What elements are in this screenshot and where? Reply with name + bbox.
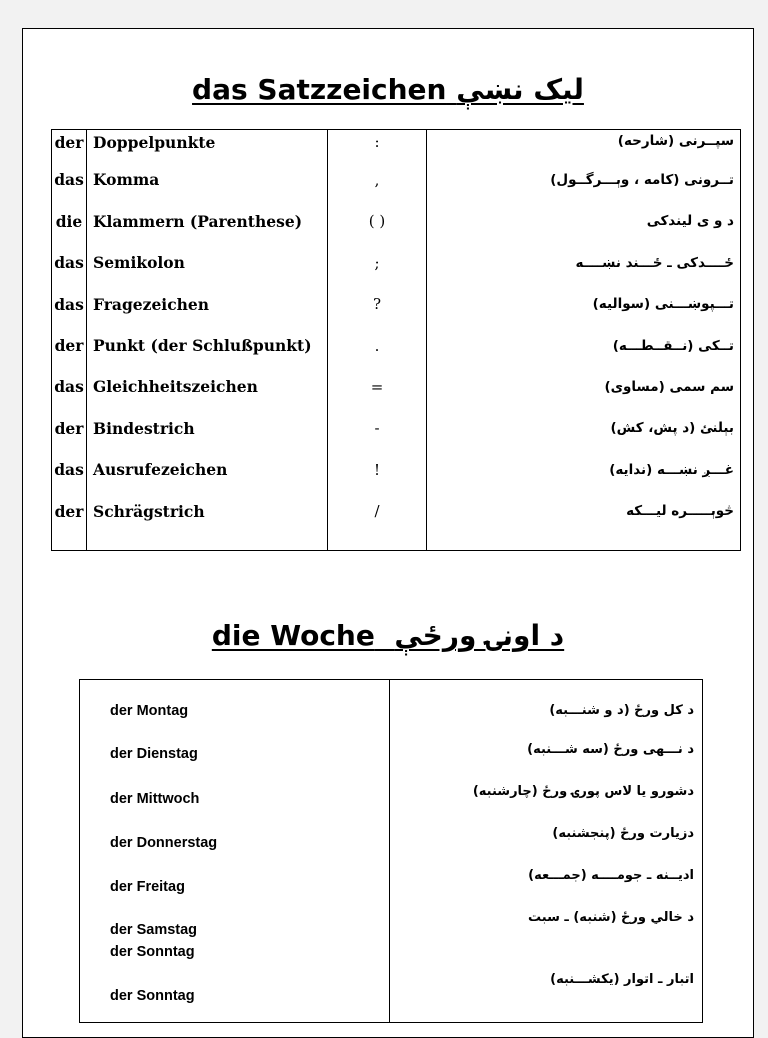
punctuation-table-body (52, 130, 741, 551)
week-title-pashto: د اونۍ ورځې (394, 619, 565, 652)
week-title-text (212, 619, 564, 652)
article-cell: das (52, 449, 87, 490)
week-title (23, 619, 753, 652)
german-term-cell: Doppelpunkte (87, 130, 328, 160)
punctuation-title-text (192, 73, 584, 106)
pashto-term-cell: تـــپوښـــنی (سوالیه) (427, 283, 741, 324)
symbol-cell: , (328, 159, 427, 200)
week-days-german-column (80, 680, 390, 1023)
weekday-german: der Mittwoch (110, 791, 200, 807)
week-table (79, 679, 703, 1023)
weekday-pashto: اتبار ـ اتوار (یکشـــنبه) (550, 972, 694, 987)
punctuation-row (52, 201, 741, 242)
week-days-pashto-column (390, 680, 703, 1023)
empty-cell (328, 532, 427, 551)
weekday-pashto: د نـــهی ورځ (سه شـــنبه) (527, 742, 694, 757)
punctuation-row (52, 325, 741, 366)
symbol-cell: ? (328, 283, 427, 324)
pashto-term-cell: څوېـــــره لیـــکه (427, 490, 741, 531)
punctuation-title-german: das Satzzeichen (192, 73, 447, 106)
pashto-term-cell: تــکی (نــقــطـــه) (427, 325, 741, 366)
german-term-cell: Ausrufezeichen (87, 449, 328, 490)
week-title-german: die Woche (211, 619, 375, 652)
pashto-term-cell: ځــــدکی ـ ځـــند نښــــه (427, 242, 741, 283)
punctuation-table (51, 129, 741, 551)
weekday-pashto: دشورو یا لاس پورۍ ورځ (چارشنبه) (472, 784, 694, 799)
punctuation-row (52, 366, 741, 407)
weekday-pashto: د کل ورځ (د و شنـــبه) (549, 703, 694, 718)
symbol-cell: . (328, 325, 427, 366)
german-term-cell: Bindestrich (87, 408, 328, 449)
article-cell: das (52, 283, 87, 324)
weekday-german: der Sonntag (110, 988, 195, 1004)
article-cell: das (52, 242, 87, 283)
article-cell: der (52, 408, 87, 449)
punctuation-row (52, 490, 741, 531)
empty-cell (52, 532, 87, 551)
pashto-term-cell: سپــرنی (شارحه) (427, 130, 741, 160)
punctuation-row-empty (52, 532, 741, 551)
pashto-term-cell: غـــږ نښـــه (ندایه) (427, 449, 741, 490)
pashto-term-cell: بېلنئ (د پش، کش) (427, 408, 741, 449)
punctuation-row (52, 283, 741, 324)
pashto-term-cell: تــرونی (کامه ، وېـــرگــول) (427, 159, 741, 200)
symbol-cell: ; (328, 242, 427, 283)
punctuation-row (52, 408, 741, 449)
german-term-cell: Klammern (Parenthese) (87, 201, 328, 242)
empty-cell (427, 532, 741, 551)
article-cell: der (52, 490, 87, 531)
symbol-cell: - (328, 408, 427, 449)
weekday-german: der Sonntag (110, 944, 195, 960)
weekday-pashto: دزیارت ورځ (پنجشنبه) (552, 826, 694, 841)
article-cell: das (52, 366, 87, 407)
article-cell: der (52, 130, 87, 160)
symbol-cell: ! (328, 449, 427, 490)
empty-cell (87, 532, 328, 551)
punctuation-row (52, 242, 741, 283)
german-term-cell: Schrägstrich (87, 490, 328, 531)
weekday-pashto: ادیــنه ـ جومــــه (جمـــعه) (528, 868, 694, 883)
punctuation-row (52, 449, 741, 490)
article-cell: der (52, 325, 87, 366)
symbol-cell: ( ) (328, 201, 427, 242)
punctuation-title-pashto: لیک نښې (456, 73, 584, 106)
weekday-german: der Samstag (110, 922, 198, 938)
symbol-cell: : (328, 130, 427, 160)
pashto-term-cell: د و ی لیندکی (427, 201, 741, 242)
week-table-row (80, 680, 703, 1023)
symbol-cell: / (328, 490, 427, 531)
weekday-pashto: د خالي ورځ (شنبه) ـ سبت (528, 910, 694, 925)
pashto-term-cell: سم سمی (مساوی) (427, 366, 741, 407)
german-term-cell: Punkt (der Schlußpunkt) (87, 325, 328, 366)
weekday-german: der Donnerstag (110, 835, 218, 851)
symbol-cell: = (328, 366, 427, 407)
german-term-cell: Fragezeichen (87, 283, 328, 324)
german-term-cell: Komma (87, 159, 328, 200)
german-term-cell: Gleichheitszeichen (87, 366, 328, 407)
document-page (22, 28, 754, 1038)
weekday-german: der Freitag (110, 879, 185, 895)
punctuation-row (52, 159, 741, 200)
article-cell: das (52, 159, 87, 200)
punctuation-row (52, 130, 741, 160)
punctuation-title (23, 73, 753, 106)
article-cell: die (52, 201, 87, 242)
german-term-cell: Semikolon (87, 242, 328, 283)
weekday-german: der Dienstag (110, 746, 198, 762)
weekday-german: der Montag (110, 703, 189, 719)
